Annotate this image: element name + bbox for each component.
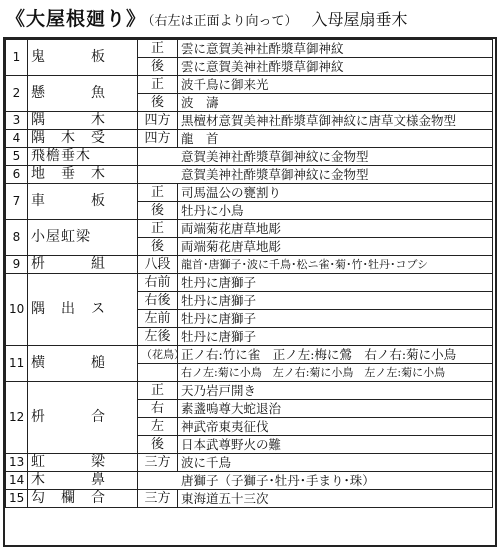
- table-row: [6, 112, 493, 130]
- row-number: 7: [6, 184, 28, 220]
- part-name: 枡 組: [28, 256, 138, 274]
- page-title: [6, 4, 408, 34]
- row-number: 1: [6, 40, 28, 76]
- carving-description: 雲に意賀美神社酢漿草御神紋: [178, 58, 493, 76]
- row-number: 9: [6, 256, 28, 274]
- position-label: （花鳥）: [138, 346, 178, 364]
- position-label: 右前: [138, 274, 178, 292]
- row-number: 12: [6, 382, 28, 454]
- position-label: 後: [138, 94, 178, 112]
- carving-description: 天乃岩戸開き: [178, 382, 493, 400]
- table-row: [6, 256, 493, 274]
- table-row: [6, 184, 493, 202]
- table-row: [6, 490, 493, 508]
- row-number: 6: [6, 166, 28, 184]
- position-label: 四方: [138, 112, 178, 130]
- position-label: 正: [138, 40, 178, 58]
- carving-description: 両端菊花唐草地彫: [178, 220, 493, 238]
- table-row: [6, 472, 493, 490]
- row-number: 4: [6, 130, 28, 148]
- position-label: 後: [138, 436, 178, 454]
- carving-description: 波千鳥に御来光: [178, 76, 493, 94]
- position-label: 左前: [138, 310, 178, 328]
- carving-description: 素盞嗚尊大蛇退治: [178, 400, 493, 418]
- table-body: [6, 40, 493, 508]
- row-number: 13: [6, 454, 28, 472]
- position-label: 後: [138, 202, 178, 220]
- table-row: [6, 166, 493, 184]
- position-label: 左: [138, 418, 178, 436]
- carving-description: 波 濤: [178, 94, 493, 112]
- carving-description: 神武帝東夷征伐: [178, 418, 493, 436]
- position-label: 後: [138, 58, 178, 76]
- carving-description: 波に千鳥: [178, 454, 493, 472]
- position-label: 三方: [138, 454, 178, 472]
- row-number: 5: [6, 148, 28, 166]
- position-label: 右後: [138, 292, 178, 310]
- carving-description: 龍 首: [178, 130, 493, 148]
- part-name: 懸 魚: [28, 76, 138, 112]
- carving-description: 龍首･唐獅子･波に千鳥･松ニ雀･菊･竹･牡丹･コブシ: [178, 256, 493, 274]
- row-number: 2: [6, 76, 28, 112]
- position-label: [138, 364, 178, 382]
- table-row: [6, 220, 493, 238]
- part-name: 勾 欄 合: [28, 490, 138, 508]
- carving-description: 黒檀材意賀美神社酢漿草御神紋に唐草文様金物型: [178, 112, 493, 130]
- carving-description: 牡丹に唐獅子: [178, 292, 493, 310]
- carving-description: 司馬温公の甕割り: [178, 184, 493, 202]
- part-name: 横 槌: [28, 346, 138, 382]
- row-number: 11: [6, 346, 28, 382]
- roof-parts-table: [5, 39, 493, 508]
- position-label: 正: [138, 220, 178, 238]
- table-row: [6, 40, 493, 58]
- row-number: 8: [6, 220, 28, 256]
- table-row: [6, 454, 493, 472]
- part-name: 飛檐垂木: [28, 148, 138, 166]
- position-label: 三方: [138, 490, 178, 508]
- carving-description: 右ノ左:菊に小鳥 左ノ右:菊に小鳥 左ノ左:菊に小鳥: [178, 364, 493, 382]
- table-row: [6, 382, 493, 400]
- row-number: 10: [6, 274, 28, 346]
- part-name: 隅 木: [28, 112, 138, 130]
- position-label: 左後: [138, 328, 178, 346]
- position-label: 後: [138, 238, 178, 256]
- position-label: 正: [138, 382, 178, 400]
- position-label: 正: [138, 184, 178, 202]
- part-name: 枡 合: [28, 382, 138, 454]
- carving-description: 正ノ右:竹に雀 正ノ左:梅に鶯 右ノ右:菊に小鳥: [178, 346, 493, 364]
- carving-description: 雲に意賀美神社酢漿草御神紋: [178, 40, 493, 58]
- part-name: 小屋虹梁: [28, 220, 138, 256]
- carving-description: 牡丹に唐獅子: [178, 274, 493, 292]
- carving-description: 意賀美神社酢漿草御神紋に金物型: [138, 148, 493, 166]
- title-subtitle: （右左は正面より向って）: [148, 14, 298, 29]
- carving-description: 両端菊花唐草地彫: [178, 238, 493, 256]
- table-row: [6, 148, 493, 166]
- part-name: 地 垂 木: [28, 166, 138, 184]
- carving-description: 東海道五十三次: [178, 490, 493, 508]
- carving-description: 牡丹に唐獅子: [178, 310, 493, 328]
- position-label: 正: [138, 76, 178, 94]
- row-number: 14: [6, 472, 28, 490]
- part-name: 虹 梁: [28, 454, 138, 472]
- part-name: 隅 木 受: [28, 130, 138, 148]
- table-row: [6, 130, 493, 148]
- title-main: 《大屋根廻り》: [6, 8, 147, 30]
- table-row: [6, 274, 493, 292]
- position-label: 右: [138, 400, 178, 418]
- carving-description: 唐獅子（子獅子･牡丹･手まり･珠）: [138, 472, 493, 490]
- title-roof-type: 入母屋扇垂木: [311, 10, 408, 29]
- row-number: 15: [6, 490, 28, 508]
- part-name: 車 板: [28, 184, 138, 220]
- part-name: 隅 出 ス: [28, 274, 138, 346]
- position-label: 四方: [138, 130, 178, 148]
- carving-description: 牡丹に唐獅子: [178, 328, 493, 346]
- part-name: 鬼 板: [28, 40, 138, 76]
- row-number: 3: [6, 112, 28, 130]
- carving-description: 意賀美神社酢漿草御神紋に金物型: [138, 166, 493, 184]
- carving-description: 牡丹に小鳥: [178, 202, 493, 220]
- part-name: 木 鼻: [28, 472, 138, 490]
- table-row: [6, 76, 493, 94]
- carving-description: 日本武尊野火の難: [178, 436, 493, 454]
- table-row: [6, 346, 493, 364]
- position-label: 八段: [138, 256, 178, 274]
